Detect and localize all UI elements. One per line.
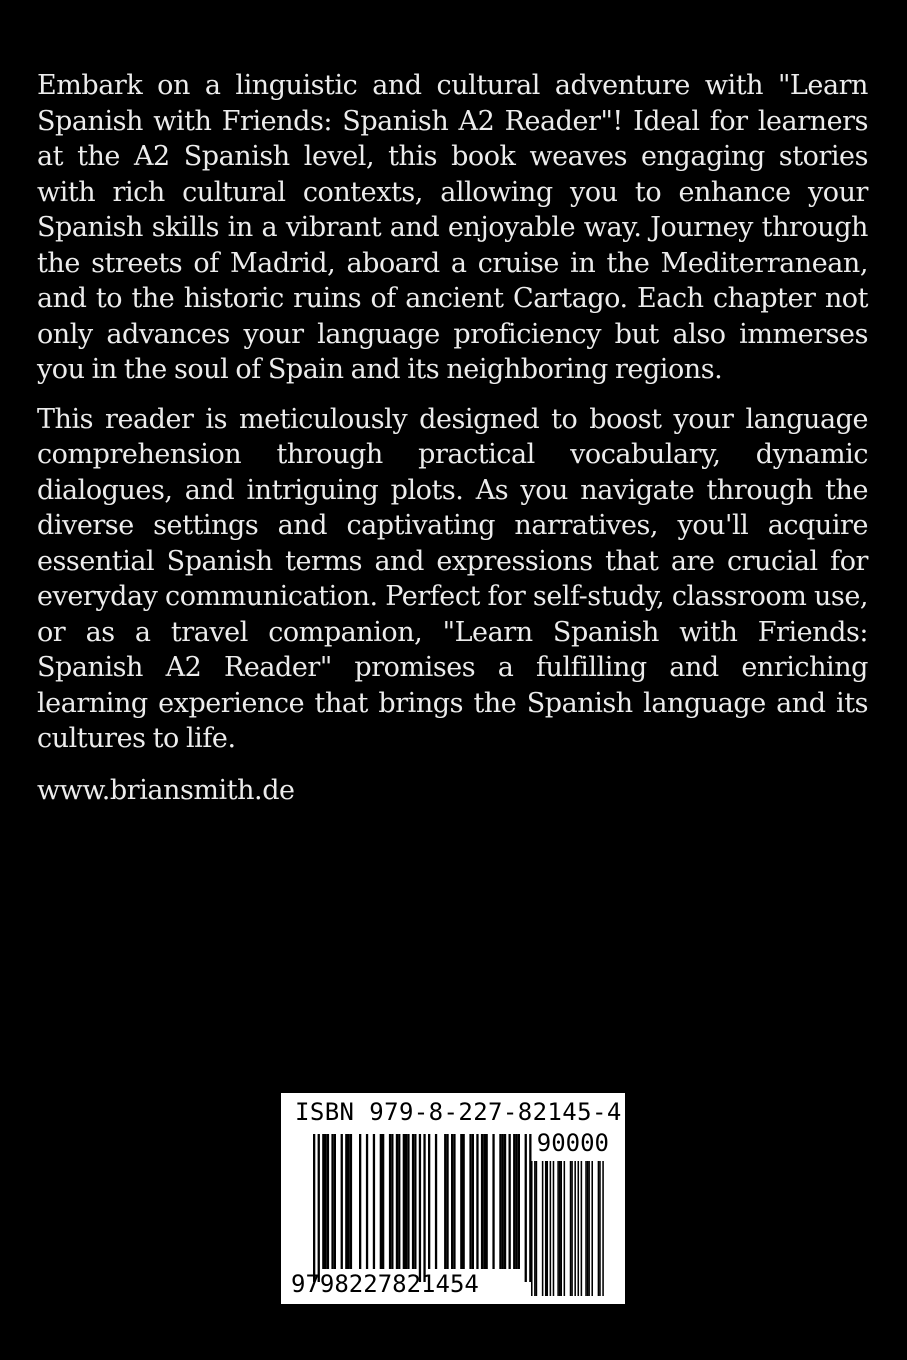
ean-bars (313, 1134, 532, 1282)
price-code: 90000 (536, 1129, 609, 1157)
blurb-paragraph-1: Embark on a linguistic and cultural adventure with "Learn Spanish with Friends: Spanish A2 Reader"! Ideal for learners at the A2 Spanish level, this book weaves engaging stories with rich cultural contexts, allowing you to enhance your Spanish skills in a vibrant and enjoyable way. Journey through the streets of Madrid, aboard a cruise in the Mediterranean, and to the historic ruins of ancient Cartago. Each chapter not only advances your language proficiency but also immerses you in the soul of Spain and its neighboring regions. (37, 70, 868, 385)
blurb-paragraph-2: This reader is meticulously designed to boost your language comprehension through practical vocabulary, dynamic dialogues, and intriguing plots. As you navigate through the diverse settings and captivating narratives, you'll acquire essential Spanish terms and expressions that are crucial for everyday communication. Perfect for self-study, classroom use, or as a travel companion, "Learn Spanish with Friends: Spanish A2 Reader" promises a fulfilling and enriching learning experience that brings the Spanish language and its cultures to life. (37, 403, 868, 754)
website-link[interactable]: www.briansmith.de (37, 774, 295, 806)
ean-digits: 9798227821454 (291, 1270, 479, 1298)
isbn-barcode (281, 1093, 625, 1304)
isbn-label: ISBN 979-8-227-82145-4 (295, 1098, 622, 1126)
price-addon-bars (531, 1161, 604, 1296)
back-cover-blurb (37, 68, 868, 822)
